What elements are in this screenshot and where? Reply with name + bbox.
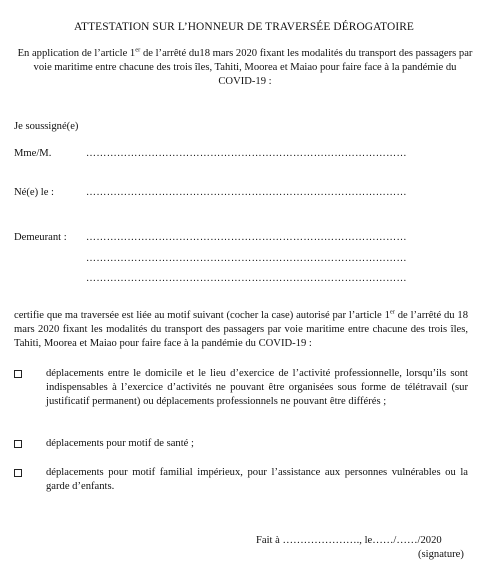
checkbox-work[interactable]	[14, 370, 22, 378]
birth-field-label: Né(e) le :	[14, 187, 54, 198]
address-field-dots-2[interactable]: …………………………………………………………………………………	[86, 253, 407, 264]
birth-field-row	[14, 186, 484, 200]
soussigne-label: Je soussigné(e)	[14, 121, 79, 132]
address-field-dots-1[interactable]: …………………………………………………………………………………	[86, 232, 407, 243]
address-field-label: Demeurant :	[14, 232, 67, 243]
certifie-superscript: er	[389, 308, 395, 316]
address-field-dots-3[interactable]: …………………………………………………………………………………	[86, 273, 407, 284]
intro-paragraph	[14, 47, 476, 89]
checkbox-family[interactable]	[14, 469, 22, 477]
option-family-text: déplacements pour motif familial impérieux, pour l’assistance aux personnes vulnérables ou la garde d’enfants.	[46, 467, 468, 492]
name-field-label: Mme/M.	[14, 148, 52, 159]
intro-superscript: er	[135, 46, 141, 54]
attestation-title: ATTESTATION SUR L’HONNEUR DE TRAVERSÉE DÉROGATOIRE	[73, 21, 414, 33]
fait-a-line[interactable]: Fait à …………………., le……/……/2020	[256, 535, 442, 546]
intro-text-end: de l’arrêté du18 mars 2020 fixant les modalités du transport des passagers par voie maritime entre chacune des trois îles, Tahiti, Moorea et Maiao pour faire face à la pandémie du COVID-19 :	[33, 48, 473, 87]
certifie-text-start: certifie que ma traversée est liée au motif suivant (cocher la case) autorisé par l’article 1	[14, 310, 390, 321]
name-field-row	[14, 147, 484, 161]
option-health-text: déplacements pour motif de santé ;	[46, 438, 194, 449]
address-field-row-3	[14, 272, 484, 286]
name-field-dots[interactable]: …………………………………………………………………………………	[86, 148, 407, 159]
signature-label: (signature)	[418, 549, 464, 560]
address-field-row-2	[14, 252, 484, 266]
checkbox-health[interactable]	[14, 440, 22, 448]
option-work-text: déplacements entre le domicile et le lieu d’exercice de l’activité professionnelle, lorsqu’ils sont indispensables à l’exercice d’activités ne pouvant être organisées sous forme de télétravail (sur justificatif permanent) ou déplacements professionnels ne pouvant être différés ;	[46, 368, 468, 407]
intro-text-start: En application de l’article 1	[17, 48, 136, 59]
certifie-paragraph	[14, 309, 468, 351]
birth-field-dots[interactable]: …………………………………………………………………………………	[86, 187, 407, 198]
address-field-row	[14, 231, 484, 245]
certifie-text-end: de l’arrêté du 18 mars 2020 fixant les modalités du transport des passagers par voie maritime entre chacune des trois îles, Tahiti, Moorea et Maiao pour faire face à la pandémie du COVID-19 :	[14, 310, 468, 349]
